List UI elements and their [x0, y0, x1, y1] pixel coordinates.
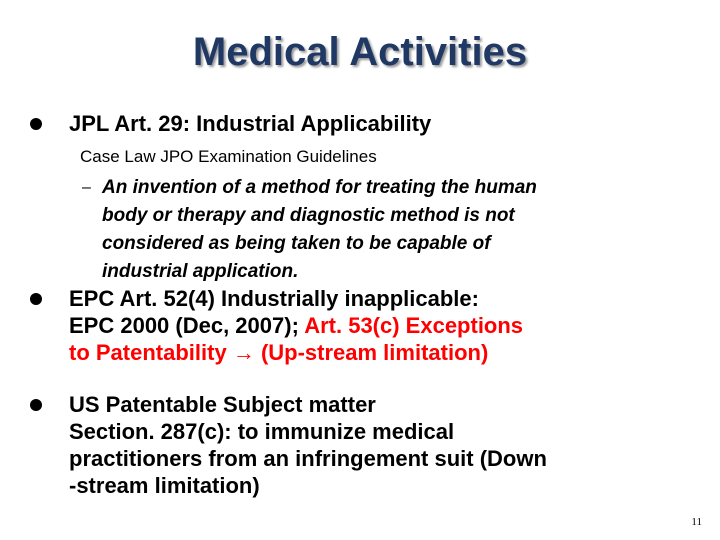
dash-icon: –: [82, 179, 91, 196]
arrow-right-icon: →: [232, 340, 255, 365]
page-number: 11: [691, 516, 702, 528]
sub-quote-line: considered as being taken to be capable of: [102, 233, 491, 254]
bullet-epc-line: EPC Art. 52(4) Industrially inapplicable:: [69, 286, 479, 311]
sub-quote-line: body or therapy and diagnostic method is not: [102, 205, 515, 226]
sub-quote: [102, 174, 537, 286]
bullet-epc-text: [69, 285, 523, 366]
bullet-us-line: US Patentable Subject matter: [69, 392, 376, 417]
patentability-text: to Patentability: [69, 340, 227, 365]
bullet-jpl-text: JPL Art. 29: Industrial Applicability: [69, 111, 432, 136]
bullet-us-line: practitioners from an infringement suit (Down: [69, 446, 547, 471]
sub-heading: Case Law JPO Examination Guidelines: [80, 147, 377, 166]
art-53c-text: Art. 53(c) Exceptions: [304, 313, 524, 338]
sub-quote-line: industrial application.: [102, 261, 299, 282]
bullet-dot-icon: [30, 293, 42, 305]
bullet-dot-icon: [30, 399, 42, 411]
bullet-epc-line: [69, 312, 523, 339]
bullet-us-text: [69, 391, 547, 499]
epc-2000-text: EPC 2000 (Dec, 2007);: [69, 313, 299, 338]
upstream-text: (Up-stream limitation): [260, 340, 489, 365]
bullet-us-line: -stream limitation): [69, 473, 260, 498]
bullet-us-line: Section. 287(c): to immunize medical: [69, 419, 455, 444]
bullet-epc-line: [69, 339, 523, 366]
sub-quote-line: An invention of a method for treating the human: [102, 177, 537, 198]
bullet-dot-icon: [30, 118, 42, 130]
slide-title: Medical Activities: [192, 30, 528, 74]
